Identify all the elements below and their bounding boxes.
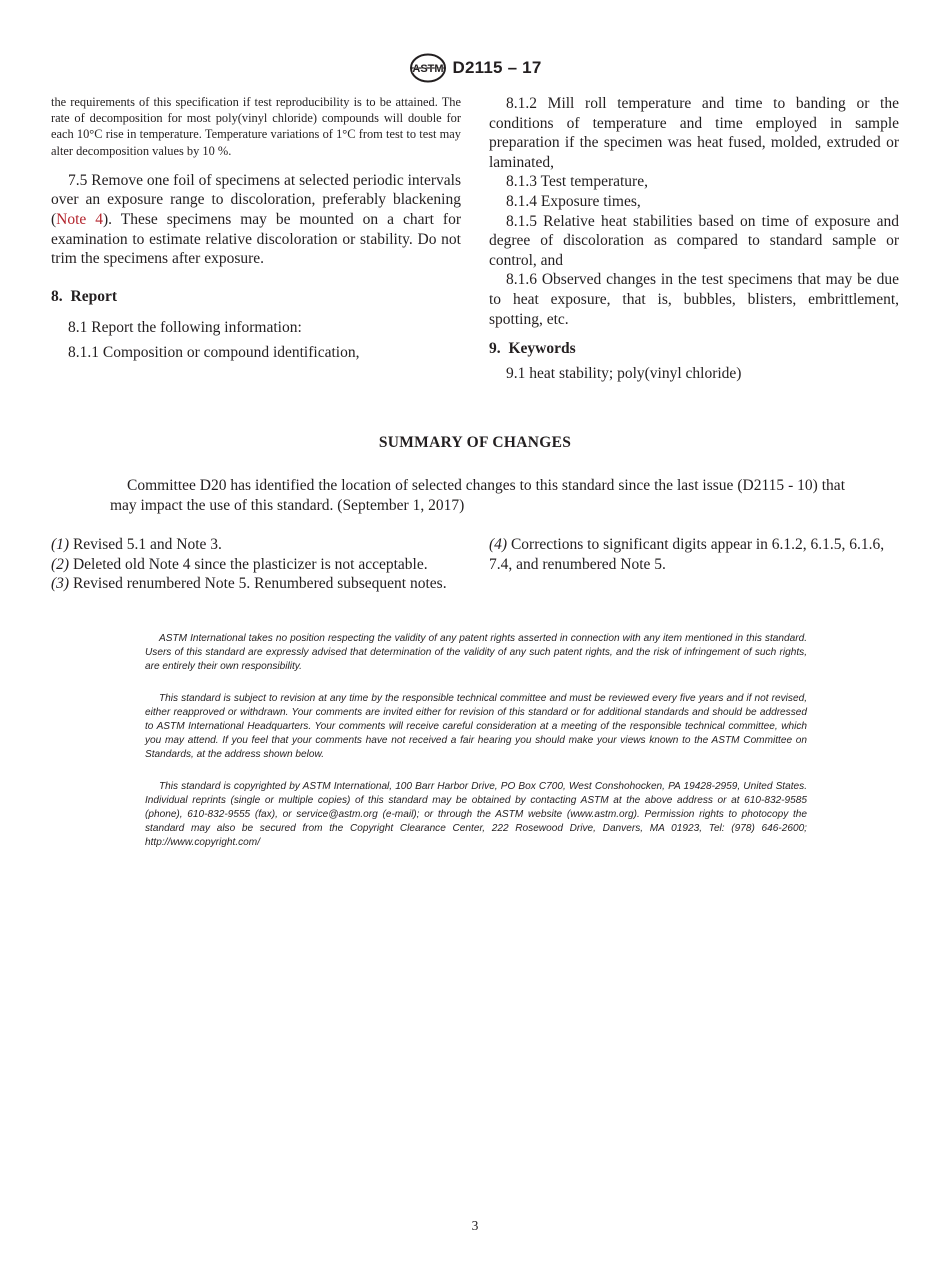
summary-intro: Committee D20 has identified the location of selected changes to this standard since the last issue (D2115 - 10) that may impact the use of this standard. (September 1, 2017) [110, 477, 845, 514]
paragraph-8-1-5: 8.1.5 Relative heat stabilities based on time of exposure and degree of discoloration as compared to standard sample or control, and [489, 212, 899, 269]
astm-logo-icon [409, 53, 447, 83]
note-continuation: the requirements of this specification if test reproducibility is to be attained. The rate of decomposition for most poly(vinyl chloride) compounds will double for each 10°C rise in temperature. Temperature variations of 1°C from test to test may alter decomposition values by 10 %. [51, 95, 461, 158]
changes-left-column [51, 535, 461, 594]
section-8-heading: 8. Report [51, 287, 117, 305]
copyright-notice: This standard is copyrighted by ASTM International, 100 Barr Harbor Drive, PO Box C700, West Conshohocken, PA 19428-2959, United States. Individual reprints (single or multiple copies) of this standard may be obtained by contacting ASTM at the above address or at 610-832-9585 (phone), 610-832-9555 (fax), or service@astm.org (e-mail); or through the ASTM website (www.astm.org). Permission rights to photocopy the standard may also be secured from the Copyright Clearance Center, 222 Rosewood Drive, Danvers, MA 01923, Tel: (978) 646-2600; http://www.copyright.com/ [145, 781, 807, 848]
change-item: (2) Deleted old Note 4 since the plasticizer is not acceptable. [51, 555, 428, 573]
document-designation: D2115 – 17 [452, 58, 542, 77]
change-item: (1) Revised 5.1 and Note 3. [51, 536, 222, 553]
paragraph-8-1-6: 8.1.6 Observed changes in the test specimens that may be due to heat exposure, that is, bubbles, blisters, embrittlement, spotting, etc. [489, 271, 899, 328]
paragraph-8-1: 8.1 Report the following information: [68, 318, 302, 336]
patent-notice: ASTM International takes no position respecting the validity of any patent rights asserted in connection with any item mentioned in this standard. Users of this standard are expressly advised that determination of the validity of any such patent rights, and the risk of infringement of such rights, are entirely their own responsibility. [145, 633, 807, 672]
revision-notice: This standard is subject to revision at any time by the responsible technical committee and must be reviewed every five years and if not revised, either reapproved or withdrawn. Your comments are invited either for revision of this standard or for additional standards and should be addressed to ASTM International Headquarters. Your comments will receive careful consideration at a meeting of the responsible technical committee, which you may attend. If you feel that your comments have not received a fair hearing you should make your views known to the ASTM Committee on Standards, at the address shown below. [145, 693, 807, 760]
right-column [489, 94, 899, 390]
svg-text:ASTM: ASTM [411, 63, 444, 75]
changes-right-column [489, 535, 899, 574]
paragraph-8-1-2: 8.1.2 Mill roll temperature and time to banding or the conditions of temperature and time employed in sample preparation if the specimen was heat fused, molded, extruded or laminated, [489, 95, 899, 171]
change-item: (4) Corrections to significant digits appear in 6.1.2, 6.1.5, 6.1.6, 7.4, and renumbered Note 5. [489, 536, 885, 573]
paragraph-9-1: 9.1 heat stability; poly(vinyl chloride) [506, 365, 742, 383]
paragraph-8-1-3: 8.1.3 Test temperature, [506, 173, 648, 191]
legal-notices [145, 632, 807, 868]
paragraph-8-1-4: 8.1.4 Exposure times, [506, 192, 641, 210]
page-number: 3 [471, 1218, 479, 1233]
summary-of-changes-title: SUMMARY OF CHANGES [378, 434, 572, 451]
note-4-link[interactable]: Note 4 [56, 211, 104, 228]
page-header [0, 52, 950, 84]
section-9-heading: 9. Keywords [489, 340, 576, 358]
paragraph-8-1-1: 8.1.1 Composition or compound identification, [68, 344, 360, 362]
change-item: (3) Revised renumbered Note 5. Renumbered subsequent notes. [51, 575, 447, 593]
left-column [51, 94, 461, 369]
paragraph-7-5: 7.5 Remove one foil of specimens at selected periodic intervals over an exposure range to discoloration, preferably blackening (Note 4). These specimens may be mounted on a chart for examination to estimate relative discoloration or stability. Do not trim the specimens after exposure. [51, 171, 461, 268]
